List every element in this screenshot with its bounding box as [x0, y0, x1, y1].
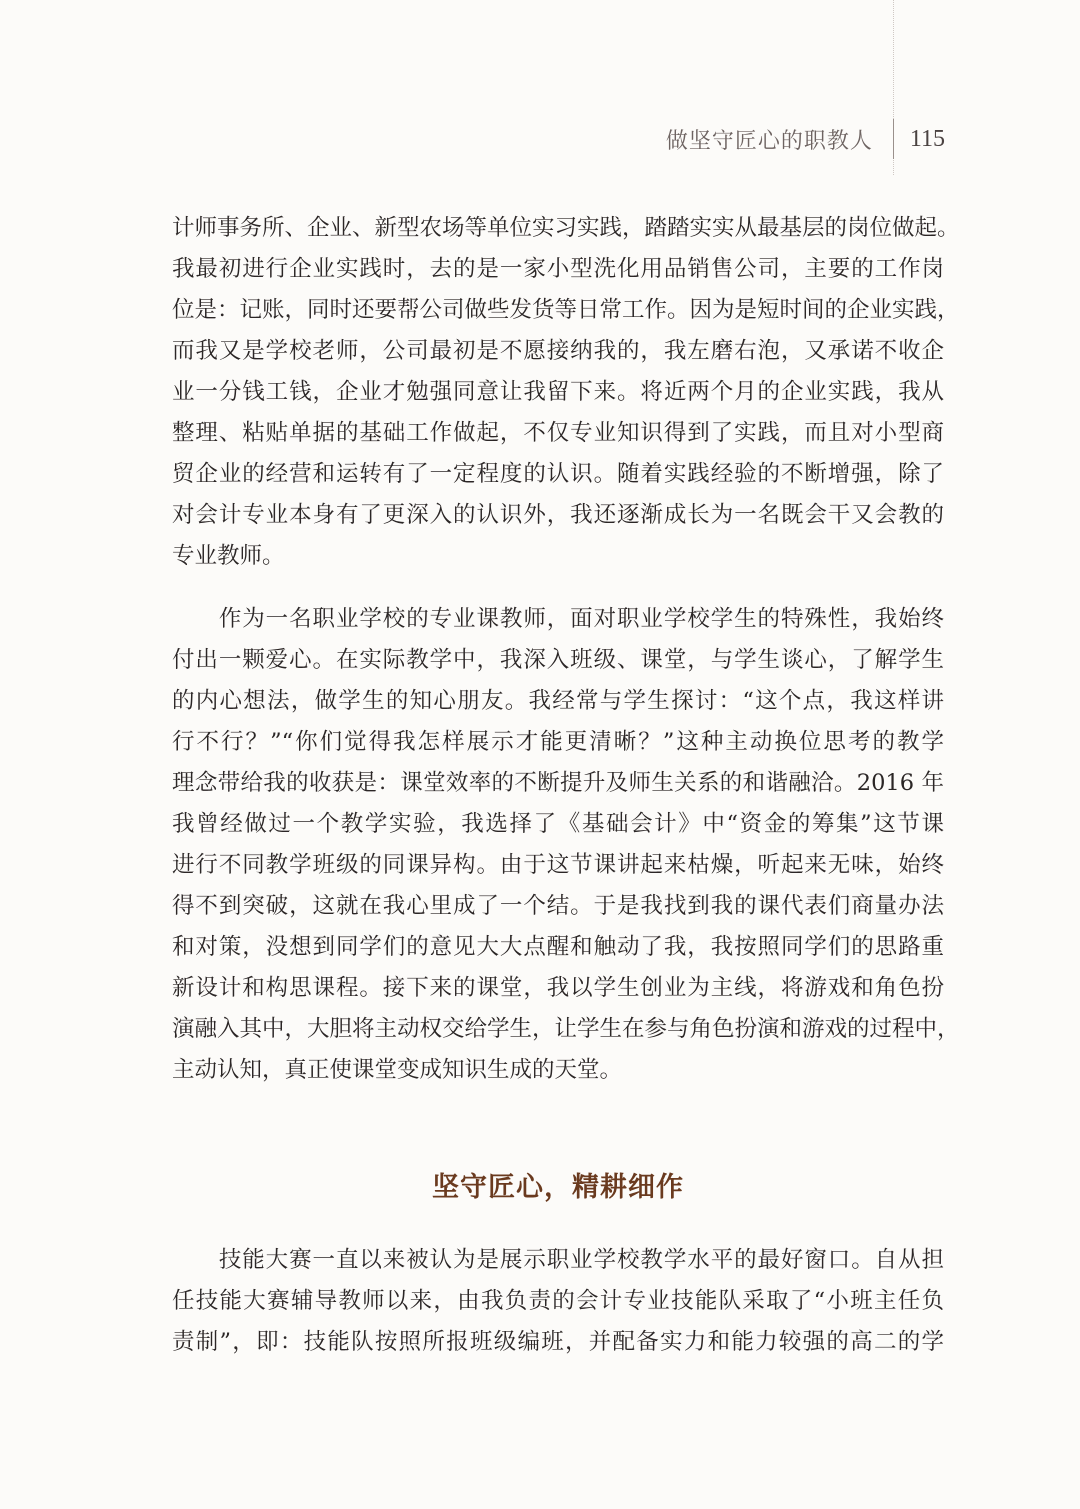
running-head — [540, 119, 945, 159]
text-line: 而我又是学校老师，公司最初是不愿接纳我的，我左磨右泡，又承诺不收企 — [172, 338, 944, 364]
paragraph-continued — [172, 208, 960, 577]
text-line: 和对策，没想到同学们的意见大大点醒和触动了我，我按照同学们的思路重 — [172, 934, 944, 960]
section-heading: 坚守匠心，精耕细作 — [432, 1172, 684, 1203]
text-line: 专业教师。 — [172, 543, 285, 569]
text-line: 计师事务所、企业、新型农场等单位实习实践，踏踏实实从最基层的岗位做起。 — [172, 215, 960, 241]
text-line: 任技能大赛辅导教师以来，由我负责的会计专业技能队采取了“小班主任负 — [172, 1288, 944, 1314]
text-line: 理念带给我的收获是：课堂效率的不断提升及师生关系的和谐融洽。2016 年 — [172, 770, 944, 796]
text-line: 整理、粘贴单据的基础工作做起，不仅专业知识得到了实践，而且对小型商 — [172, 420, 944, 446]
text-line: 业一分钱工钱，企业才勉强同意让我留下来。将近两个月的企业实践，我从 — [172, 379, 944, 405]
paragraph-competition — [172, 1240, 944, 1363]
text-line: 演融入其中，大胆将主动权交给学生，让学生在参与角色扮演和游戏的过程中， — [172, 1016, 960, 1042]
text-line: 付出一颗爱心。在实际教学中，我深入班级、课堂，与学生谈心，了解学生 — [172, 647, 944, 673]
text-line: 责制”，即：技能队按照所报班级编班，并配备实力和能力较强的高二的学 — [172, 1329, 944, 1355]
text-line: 行不行？”“你们觉得我怎样展示才能更清晰？”这种主动换位思考的教学 — [172, 729, 944, 755]
text-line: 新设计和构思课程。接下来的课堂，我以学生创业为主线，将游戏和角色扮 — [172, 975, 944, 1001]
text-line: 得不到突破，这就在我心里成了一个结。于是我找到我的课代表们商量办法 — [172, 893, 944, 919]
text-line: 技能大赛一直以来被认为是展示职业学校教学水平的最好窗口。自从担 — [172, 1247, 944, 1273]
text-line: 我曾经做过一个教学实验，我选择了《基础会计》中“资金的筹集”这节课 — [172, 811, 944, 837]
paragraph-teaching — [172, 599, 960, 1091]
text-line: 贸企业的经营和运转有了一定程度的认识。随着实践经验的不断增强，除了 — [172, 461, 944, 487]
text-line: 进行不同教学班级的同课异构。由于这节课讲起来枯燥，听起来无味，始终 — [172, 852, 944, 878]
text-line: 作为一名职业学校的专业课教师，面对职业学校学生的特殊性，我始终 — [172, 606, 944, 632]
text-line: 位是：记账，同时还要帮公司做些发货等日常工作。因为是短时间的企业实践， — [172, 297, 960, 323]
text-line: 的内心想法，做学生的知心朋友。我经常与学生探讨：“这个点，我这样讲 — [172, 688, 944, 714]
text-line: 对会计专业本身有了更深入的认识外，我还逐渐成长为一名既会干又会教的 — [172, 502, 944, 528]
header-divider — [893, 119, 894, 159]
text-line: 我最初进行企业实践时，去的是一家小型洗化用品销售公司，主要的工作岗 — [172, 256, 944, 282]
text-line: 主动认知，真正使课堂变成知识生成的天堂。 — [172, 1057, 623, 1083]
chapter-title: 做坚守匠心的职教人 — [665, 128, 873, 154]
page-number: 115 — [909, 125, 945, 152]
